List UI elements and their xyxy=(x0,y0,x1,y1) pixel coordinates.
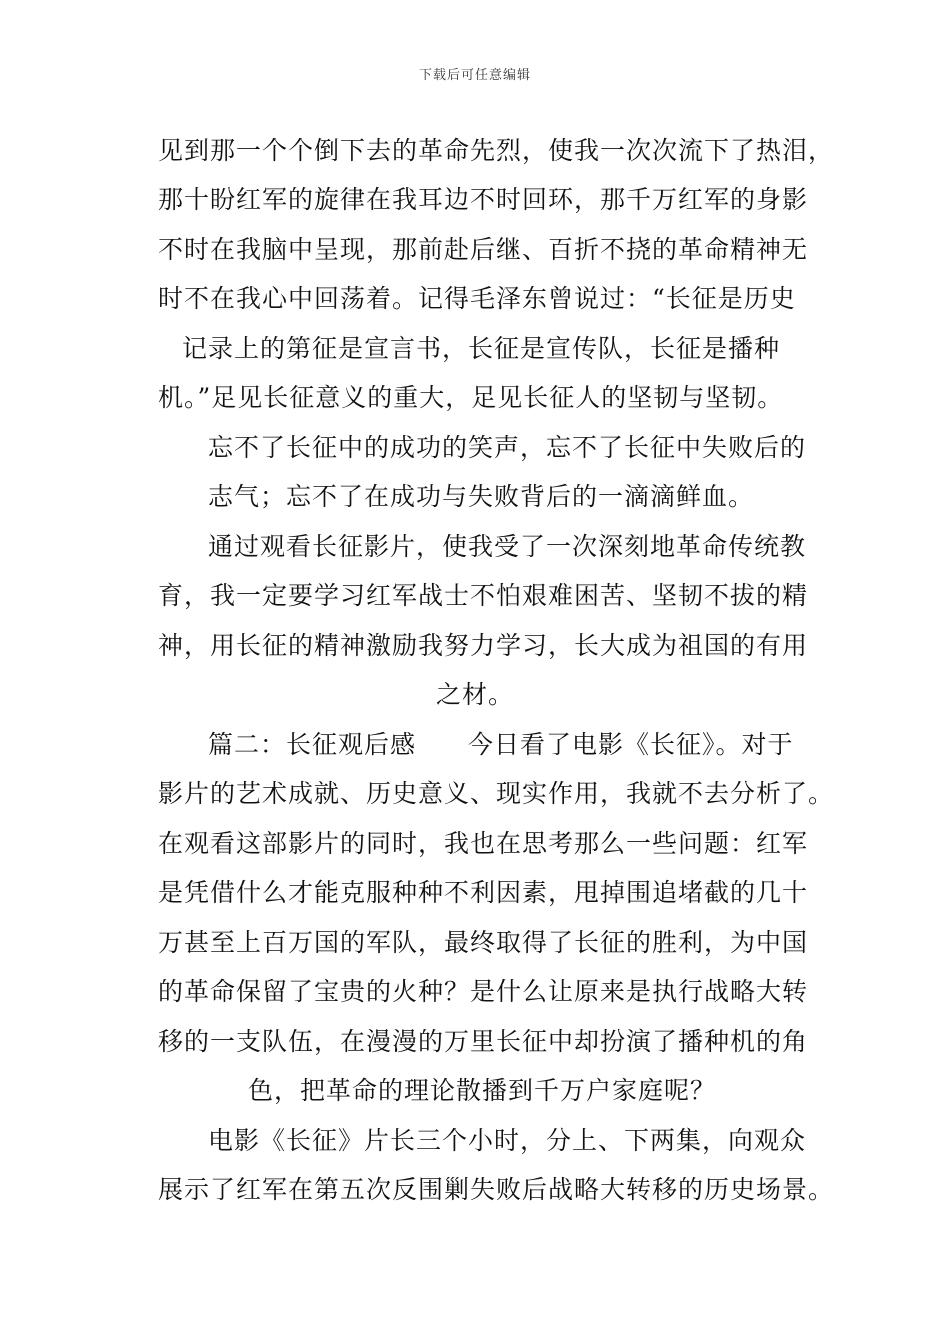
text-line-15: 在观看这部影片的同时，我也在思考那么一些问题：红军 xyxy=(158,829,809,858)
text-line-14: 影片的艺术成就、历史意义、现实作用，我就不去分析了。 xyxy=(158,779,835,808)
text-line-20: 色，把革命的理论散播到千万户家庭呢？ xyxy=(248,1076,717,1105)
text-line-2: 那十盼红军的旋律在我耳边不时回环，那千万红军的身影 xyxy=(158,185,809,214)
text-line-9: 通过观看长征影片，使我受了一次深刻地革命传统教 xyxy=(208,532,807,561)
text-line-21: 电影《长征》片长三个小时，分上、下两集，向观众 xyxy=(208,1126,807,1155)
text-line-22: 展示了红军在第五次反围剿失败后战略大转移的历史场景。 xyxy=(158,1175,835,1204)
text-line-1: 见到那一个个倒下去的革命先烈，使我一次次流下了热泪， xyxy=(158,136,835,165)
text-line-5: 记录上的第征是宣言书，长征是宣传队，长征是播种 xyxy=(182,334,781,363)
text-line-10: 育，我一定要学习红军战士不怕艰难困苦、坚韧不拔的精 xyxy=(158,581,809,610)
text-line-13: 篇二：长征观后感 今日看了电影《长征》。对于 xyxy=(208,730,794,759)
text-line-16: 是凭借什么才能克服种种不利因素，甩掉围追堵截的几十 xyxy=(158,878,809,907)
page-header-note: 下载后可任意编辑 xyxy=(418,68,531,83)
text-line-12: 之材。 xyxy=(436,680,515,709)
text-line-11: 神，用长征的精神激励我努力学习，长大成为祖国的有用 xyxy=(158,631,809,660)
text-line-4: 时不在我心中回荡着。记得毛泽东曾说过：“长征是历史 xyxy=(158,284,796,313)
text-line-6: 机。”足见长征意义的重大，足见长征人的坚韧与坚韧。 xyxy=(158,383,784,412)
text-line-18: 的革命保留了宝贵的火种？是什么让原来是执行战略大转 xyxy=(158,977,809,1006)
text-line-17: 万甚至上百万国的军队，最终取得了长征的胜利，为中国 xyxy=(158,928,809,957)
text-line-7: 忘不了长征中的成功的笑声，忘不了长征中失败后的 xyxy=(208,433,807,462)
text-line-19: 移的一支队伍，在漫漫的万里长征中却扮演了播种机的角 xyxy=(158,1027,809,1056)
text-line-8: 志气；忘不了在成功与失败背后的一滴滴鲜血。 xyxy=(208,482,755,511)
text-line-3: 不时在我脑中呈现，那前赴后继、百折不挠的革命精神无 xyxy=(158,235,809,264)
